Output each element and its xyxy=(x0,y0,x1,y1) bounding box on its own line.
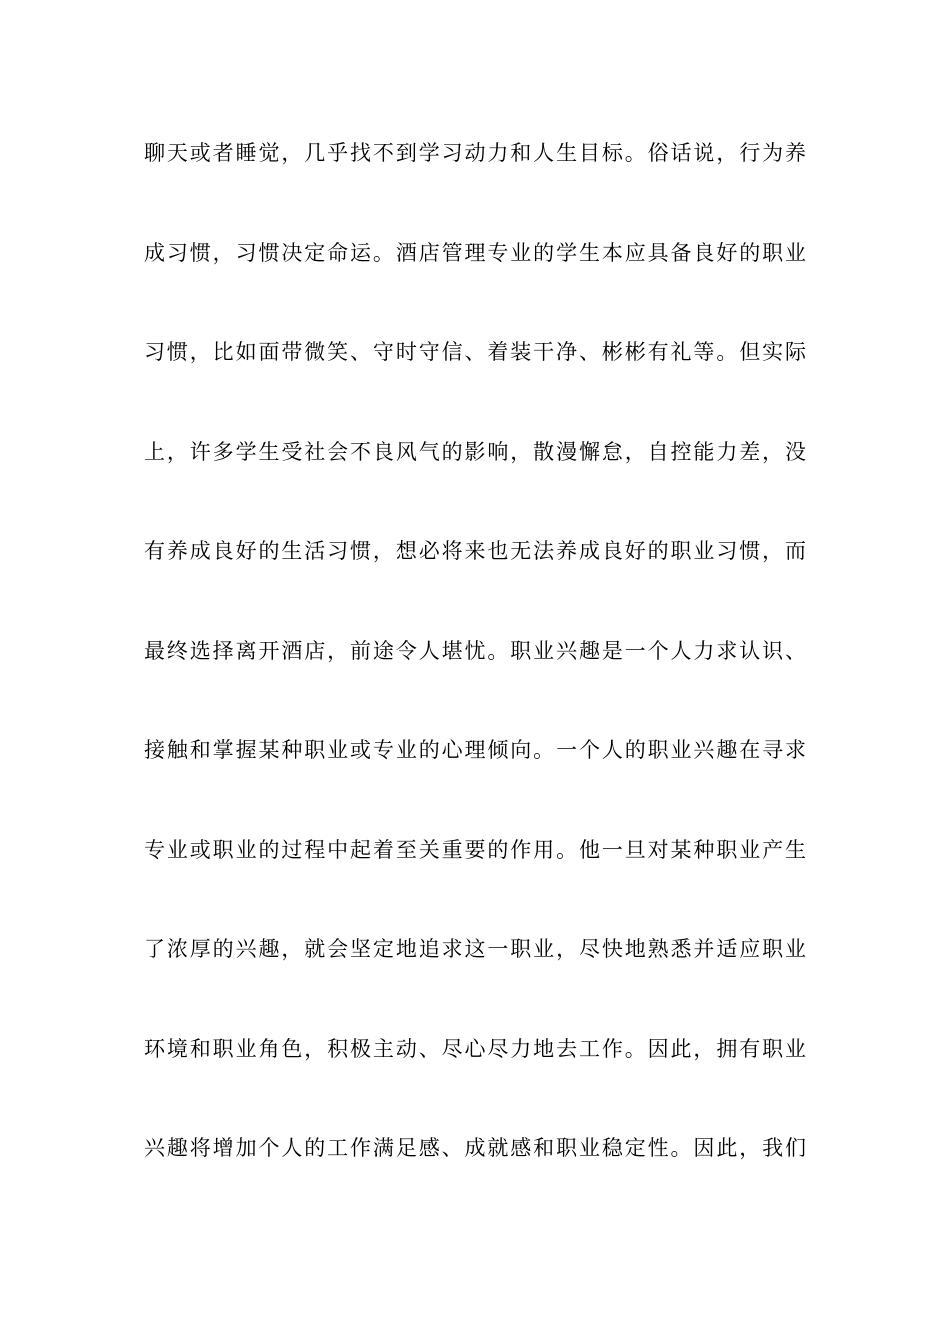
body-text xyxy=(144,128,806,1223)
text-line: 习惯，比如面带微笑、守时守信、着装干净、彬彬有礼等。但实际 xyxy=(144,340,806,364)
text-line: 成习惯，习惯决定命运。酒店管理专业的学生本应具备良好的职业 xyxy=(144,240,806,265)
text-line: 有养成良好的生活习惯，想必将来也无法养成良好的职业习惯，而 xyxy=(144,539,806,563)
text-line: 环境和职业角色，积极主动、尽心尽力地去工作。因此，拥有职业 xyxy=(144,1036,806,1061)
text-line: 兴趣将增加个人的工作满足感、成就感和职业稳定性。因此，我们 xyxy=(144,1136,806,1160)
text-line: 上，许多学生受社会不良风气的影响，散漫懈怠，自控能力差，没 xyxy=(144,439,806,464)
text-line: 专业或职业的过程中起着至关重要的作用。他一旦对某种职业产生 xyxy=(144,837,806,862)
text-line: 接触和掌握某种职业或专业的心理倾向。一个人的职业兴趣在寻求 xyxy=(144,738,806,762)
text-line: 了浓厚的兴趣，就会坚定地追求这一职业，尽快地熟悉并适应职业 xyxy=(144,937,806,961)
text-line: 最终选择离开酒店，前途令人堪忧。职业兴趣是一个人力求认识、 xyxy=(144,638,806,663)
text-line: 聊天或者睡觉，几乎找不到学习动力和人生目标。俗话说，行为养 xyxy=(144,141,806,165)
